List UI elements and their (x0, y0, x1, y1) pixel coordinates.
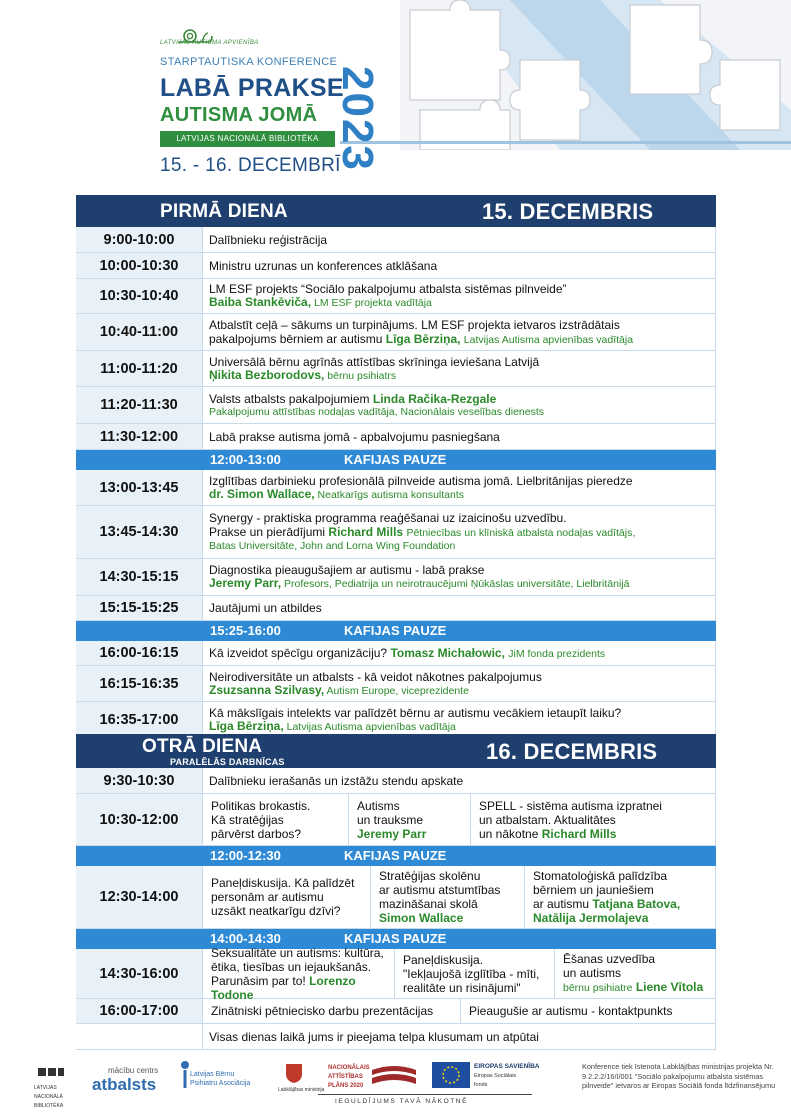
row-time: 16:00-17:00 (76, 999, 203, 1023)
speaker-role: Latvijas Autisma apvienības vadītāja (463, 333, 634, 346)
workshop-cell: Stomatoloģiskā palīdzība bērniem un jauniešiem ar autismu Tatjana Batova, Natālija Jermolajeva (525, 866, 715, 928)
funding-note: Konference tiek īstenota Labklājības ministrijas projekta Nr. 9.2.2.2/16/I/001 "Sociālo pakalpojumu atbalsta sistēmas pilnveide" ietvaros ar Eiropas Sociālā fonda līdzfinansējumu (582, 1062, 776, 1090)
table-row (76, 279, 716, 314)
row-title: Visas dienas laikā jums ir pieejama telpa klusumam un atpūtai (209, 1029, 539, 1044)
eu-flag-icon (432, 1062, 470, 1088)
library-logo-icon (36, 1066, 66, 1080)
table-row (76, 641, 716, 666)
row-title: Dalībnieku ierašanās un izstāžu stendu apskate (209, 773, 464, 788)
row-time: 12:30-14:00 (76, 866, 203, 928)
nap-logo: NACIONĀLAIS ATTĪSTĪBAS PLĀNS 2020 (328, 1065, 370, 1089)
break-time: 15:25-16:00 (210, 623, 281, 638)
flag-icon (372, 1064, 416, 1086)
speaker-name: Tomasz Michałowic, (390, 645, 505, 660)
row-time: 13:45-14:30 (76, 506, 203, 558)
speaker-role: Latvijas Autisma apvienības vadītāja (286, 720, 456, 733)
table-row (76, 351, 716, 387)
speaker-role-cont: Batas Universitāte, John and Lorna Wing Foundation (209, 540, 456, 552)
row-time: 16:35-17:00 (76, 702, 203, 737)
table-row (76, 666, 716, 702)
row-time: 14:30-16:00 (76, 949, 203, 998)
coffee-break-bar (76, 846, 716, 866)
day1-schedule (76, 195, 716, 738)
speaker-name: Jeremy Parr (357, 826, 427, 841)
row-time: 16:00-16:15 (76, 641, 203, 665)
training-centre-label: mācību centrs (108, 1066, 159, 1075)
row-title: Izglītības darbinieku profesionālā pilnveide autisma jomā. Lielbritānijas pieredze (209, 473, 633, 488)
row-time: 15:15-15:25 (76, 596, 203, 620)
table-row (76, 866, 716, 929)
row-title-cont: pakalpojums bērniem ar autismu (209, 331, 383, 346)
break-time: 12:00-13:00 (210, 452, 281, 467)
speaker-name: Baiba Stankēviča, (209, 295, 312, 309)
child-psychiatry-assoc: Latvijas Bērnu Psihiatru Asociācija (190, 1071, 251, 1087)
speaker-name: Tatjana Batova, (592, 897, 681, 911)
footer-divider (318, 1094, 532, 1095)
speaker-name: Natālija Jermolajeva (533, 911, 649, 925)
conference-year: 2023 (333, 66, 382, 172)
table-row (76, 559, 716, 596)
speaker-name: Liene Vītola (635, 980, 704, 994)
row-time: 10:30-10:40 (76, 279, 203, 313)
speaker-role: LM ESF projekta vadītāja (313, 297, 432, 309)
venue-bar: LATVIJAS NACIONĀLĀ BIBLIOTĒKA (160, 131, 335, 147)
conference-kicker: STARPTAUTISKA KONFERENCE (160, 56, 338, 68)
workshop-cell: Politikas brokastis. Kā stratēģijas pārvērst darbos? (203, 794, 349, 845)
speaker-role: Profesors, Pediatrija un neirotraucējumi Ņūkāslas universitāte, Lielbritānijā (283, 578, 630, 590)
row-title: LM ESF projekts “Sociālo pakalpojumu atbalsta sistēmas pilnveide” (209, 282, 567, 296)
row-title: Labā prakse autisma jomā - apbalvojumu pasniegšana (209, 429, 500, 444)
speaker-name: Lorenzo Todone (211, 973, 356, 1002)
day2-schedule (76, 734, 716, 1050)
coat-of-arms-icon (283, 1062, 305, 1084)
workshop-cell: Paneļdiskusija. Kā palīdzēt personām ar autismu uzsākt neatkarīgu dzīvi? (203, 866, 371, 928)
speaker-role: Neatkarīgs autisma konsultants (317, 488, 465, 501)
table-row (76, 424, 716, 450)
conference-title-line2: AUTISMA JOMĀ (160, 104, 318, 126)
footer-slogan: IEGULDĪJUMS TAVĀ NĀKOTNĒ (335, 1098, 469, 1105)
row-time: 11:00-11:20 (76, 351, 203, 386)
day2-bar (76, 734, 716, 768)
row-title: Kā mākslīgais intelekts var palīdzēt bērnu ar autismu vecākiem ietaupīt laiku? (209, 705, 622, 720)
speaker-name: Simon Wallace (379, 911, 464, 925)
coffee-break-bar (76, 621, 716, 641)
speaker-name: Richard Mills (541, 826, 617, 841)
day2-date: 16. DECEMBRIS (486, 739, 658, 764)
day2-subtitle: PARALĒLĀS DARBNĪCAS (170, 757, 285, 767)
table-row (76, 387, 716, 424)
speaker-role: Autism Europe, viceprezidente (326, 684, 469, 697)
conference-title-line1: LABĀ PRAKSE (160, 74, 344, 102)
workshop-cell: SPELL - sistēma autisma izpratnei un atbalstam. Aktualitātes un nākotne Richard Mills (479, 798, 662, 841)
row-time: 9:30-10:30 (76, 768, 203, 793)
day2-label: OTRĀ DIENA (142, 736, 263, 757)
break-label: KAFIJAS PAUZE (344, 623, 447, 638)
break-time: 14:00-14:30 (210, 931, 281, 946)
row-time: 14:30-15:15 (76, 559, 203, 595)
header-divider (340, 141, 791, 144)
table-row (76, 945, 716, 1002)
row-title: Atbalstīt ceļā – sākums un turpinājums. LM ESF projekta ietvaros izstrādātais (209, 317, 620, 332)
table-row (76, 702, 716, 738)
atbalsts-logo: atbalsts (92, 1075, 157, 1094)
speaker-role: JiM fonda prezidents (508, 647, 606, 660)
table-row (76, 470, 716, 506)
table-row (76, 227, 716, 253)
row-title: Neirodiversitāte un atbalsts - kā veidot nākotnes pakalpojumus (209, 669, 542, 684)
row-time: 11:30-12:00 (76, 424, 203, 449)
speaker-name: Linda Račika-Rezgale (372, 391, 497, 406)
speaker-name: dr. Simon Wallace, (209, 486, 315, 501)
speaker-role: Pakalpojumu attīstības nodaļas vadītāja, Nacionālais veselības dienests (209, 405, 545, 418)
workshop-cell: Stratēģijas skolēnu ar autismu atstumtības mazināšanai skolā Simon Wallace (371, 866, 525, 928)
table-row (76, 794, 716, 846)
speaker-role: bērnu psihiatrs (327, 369, 397, 382)
row-time: 10:30-12:00 (76, 794, 203, 845)
row-title: Diagnostika pieaugušajiem ar autismu - labā prakse (209, 563, 485, 577)
break-label: KAFIJAS PAUZE (344, 931, 447, 946)
table-row (76, 314, 716, 351)
row-time: 10:40-11:00 (76, 314, 203, 350)
row-title: Universālā bērnu agrīnās attīstības skrīninga ieviešana Latvijā (209, 354, 540, 369)
workshop-cell: Pieaugušie ar autismu - kontaktpunkts (469, 1004, 673, 1018)
speaker-name: Līga Bērziņa, (385, 331, 461, 346)
speaker-name: Ņikita Bezborodovs, (209, 367, 325, 382)
speaker-name: Jeremy Parr, (209, 576, 282, 590)
workshop-cell: Autisms un trauksme Jeremy Parr (349, 794, 471, 845)
puzzle-image (400, 0, 791, 150)
row-time: 10:00-10:30 (76, 253, 203, 278)
library-name: LATVIJAS NACIONĀLĀ BIBLIOTĒKA (34, 1085, 64, 1109)
speaker-name: Zsuzsanna Szilvasy, (209, 682, 325, 697)
workshop-cell: Seksualitāte un autisms: kultūra, ētika, tiesības un iejaukšanās. Parunāsim par to! Lorenzo Todone (203, 949, 395, 998)
row-title: Kā izveidot spēcīgu organizāciju? (209, 645, 388, 660)
table-row (76, 506, 716, 559)
workshop-cell: Paneļdiskusija. "Iekļaujošā izglītība - mīti, realitāte un risinājumi" (395, 949, 555, 998)
row-title: Synergy - praktiska programma reaģēšanai uz izaicinošu uzvedību. (209, 511, 567, 525)
speaker-role: bērnu psihiatre (563, 982, 633, 994)
break-time: 12:00-12:30 (210, 848, 281, 863)
speaker-role: Pētniecības un klīniskā atbalsta nodaļas vadītājs, (406, 527, 636, 539)
coffee-break-bar (76, 450, 716, 470)
table-row (76, 999, 716, 1024)
row-title: Jautājumi un atbildes (209, 601, 322, 615)
coffee-break-bar (76, 929, 716, 949)
row-title: Dalībnieku reģistrācija (209, 232, 328, 247)
speaker-name: Līga Bērziņa, (209, 718, 284, 733)
table-row (76, 768, 716, 794)
day1-bar (76, 195, 716, 227)
workshop-cell: Ēšanas uzvedība un autisms bērnu psihiatre Liene Vītola (563, 952, 704, 994)
row-title: Valsts atbalsts pakalpojumiem (209, 391, 370, 406)
table-row (76, 253, 716, 279)
row-title-cont: Prakse un pierādījumi (209, 525, 326, 539)
speaker-name: Richard Mills (328, 525, 404, 539)
conference-dates: 15. - 16. DECEMBRĪ (160, 155, 341, 176)
table-row (76, 596, 716, 621)
eu-name: EIROPAS SAVIENĪBA (474, 1063, 540, 1070)
row-title: Ministru uzrunas un konferences atklāšana (209, 258, 438, 273)
row-time: 9:00-10:00 (76, 227, 203, 252)
row-time: 16:15-16:35 (76, 666, 203, 701)
workshop-cell: Zinātniski pētniecisko darbu prezentācijas (203, 999, 461, 1023)
row-time: 13:00-13:45 (76, 470, 203, 505)
header (0, 0, 791, 186)
break-label: KAFIJAS PAUZE (344, 848, 447, 863)
break-label: KAFIJAS PAUZE (344, 452, 447, 467)
footer (0, 1058, 791, 1120)
table-row (76, 1024, 716, 1050)
esf-name: Eiropas Sociālais fonds (474, 1073, 517, 1088)
ministry-name: Labklājības ministrija (278, 1087, 325, 1093)
row-time: 11:20-11:30 (76, 387, 203, 423)
day1-date: 15. DECEMBRIS (482, 199, 654, 224)
day1-label: PIRMĀ DIENA (160, 201, 288, 222)
logo-text: LATVIJAS AUTISMA APVIENĪBA (160, 40, 259, 46)
